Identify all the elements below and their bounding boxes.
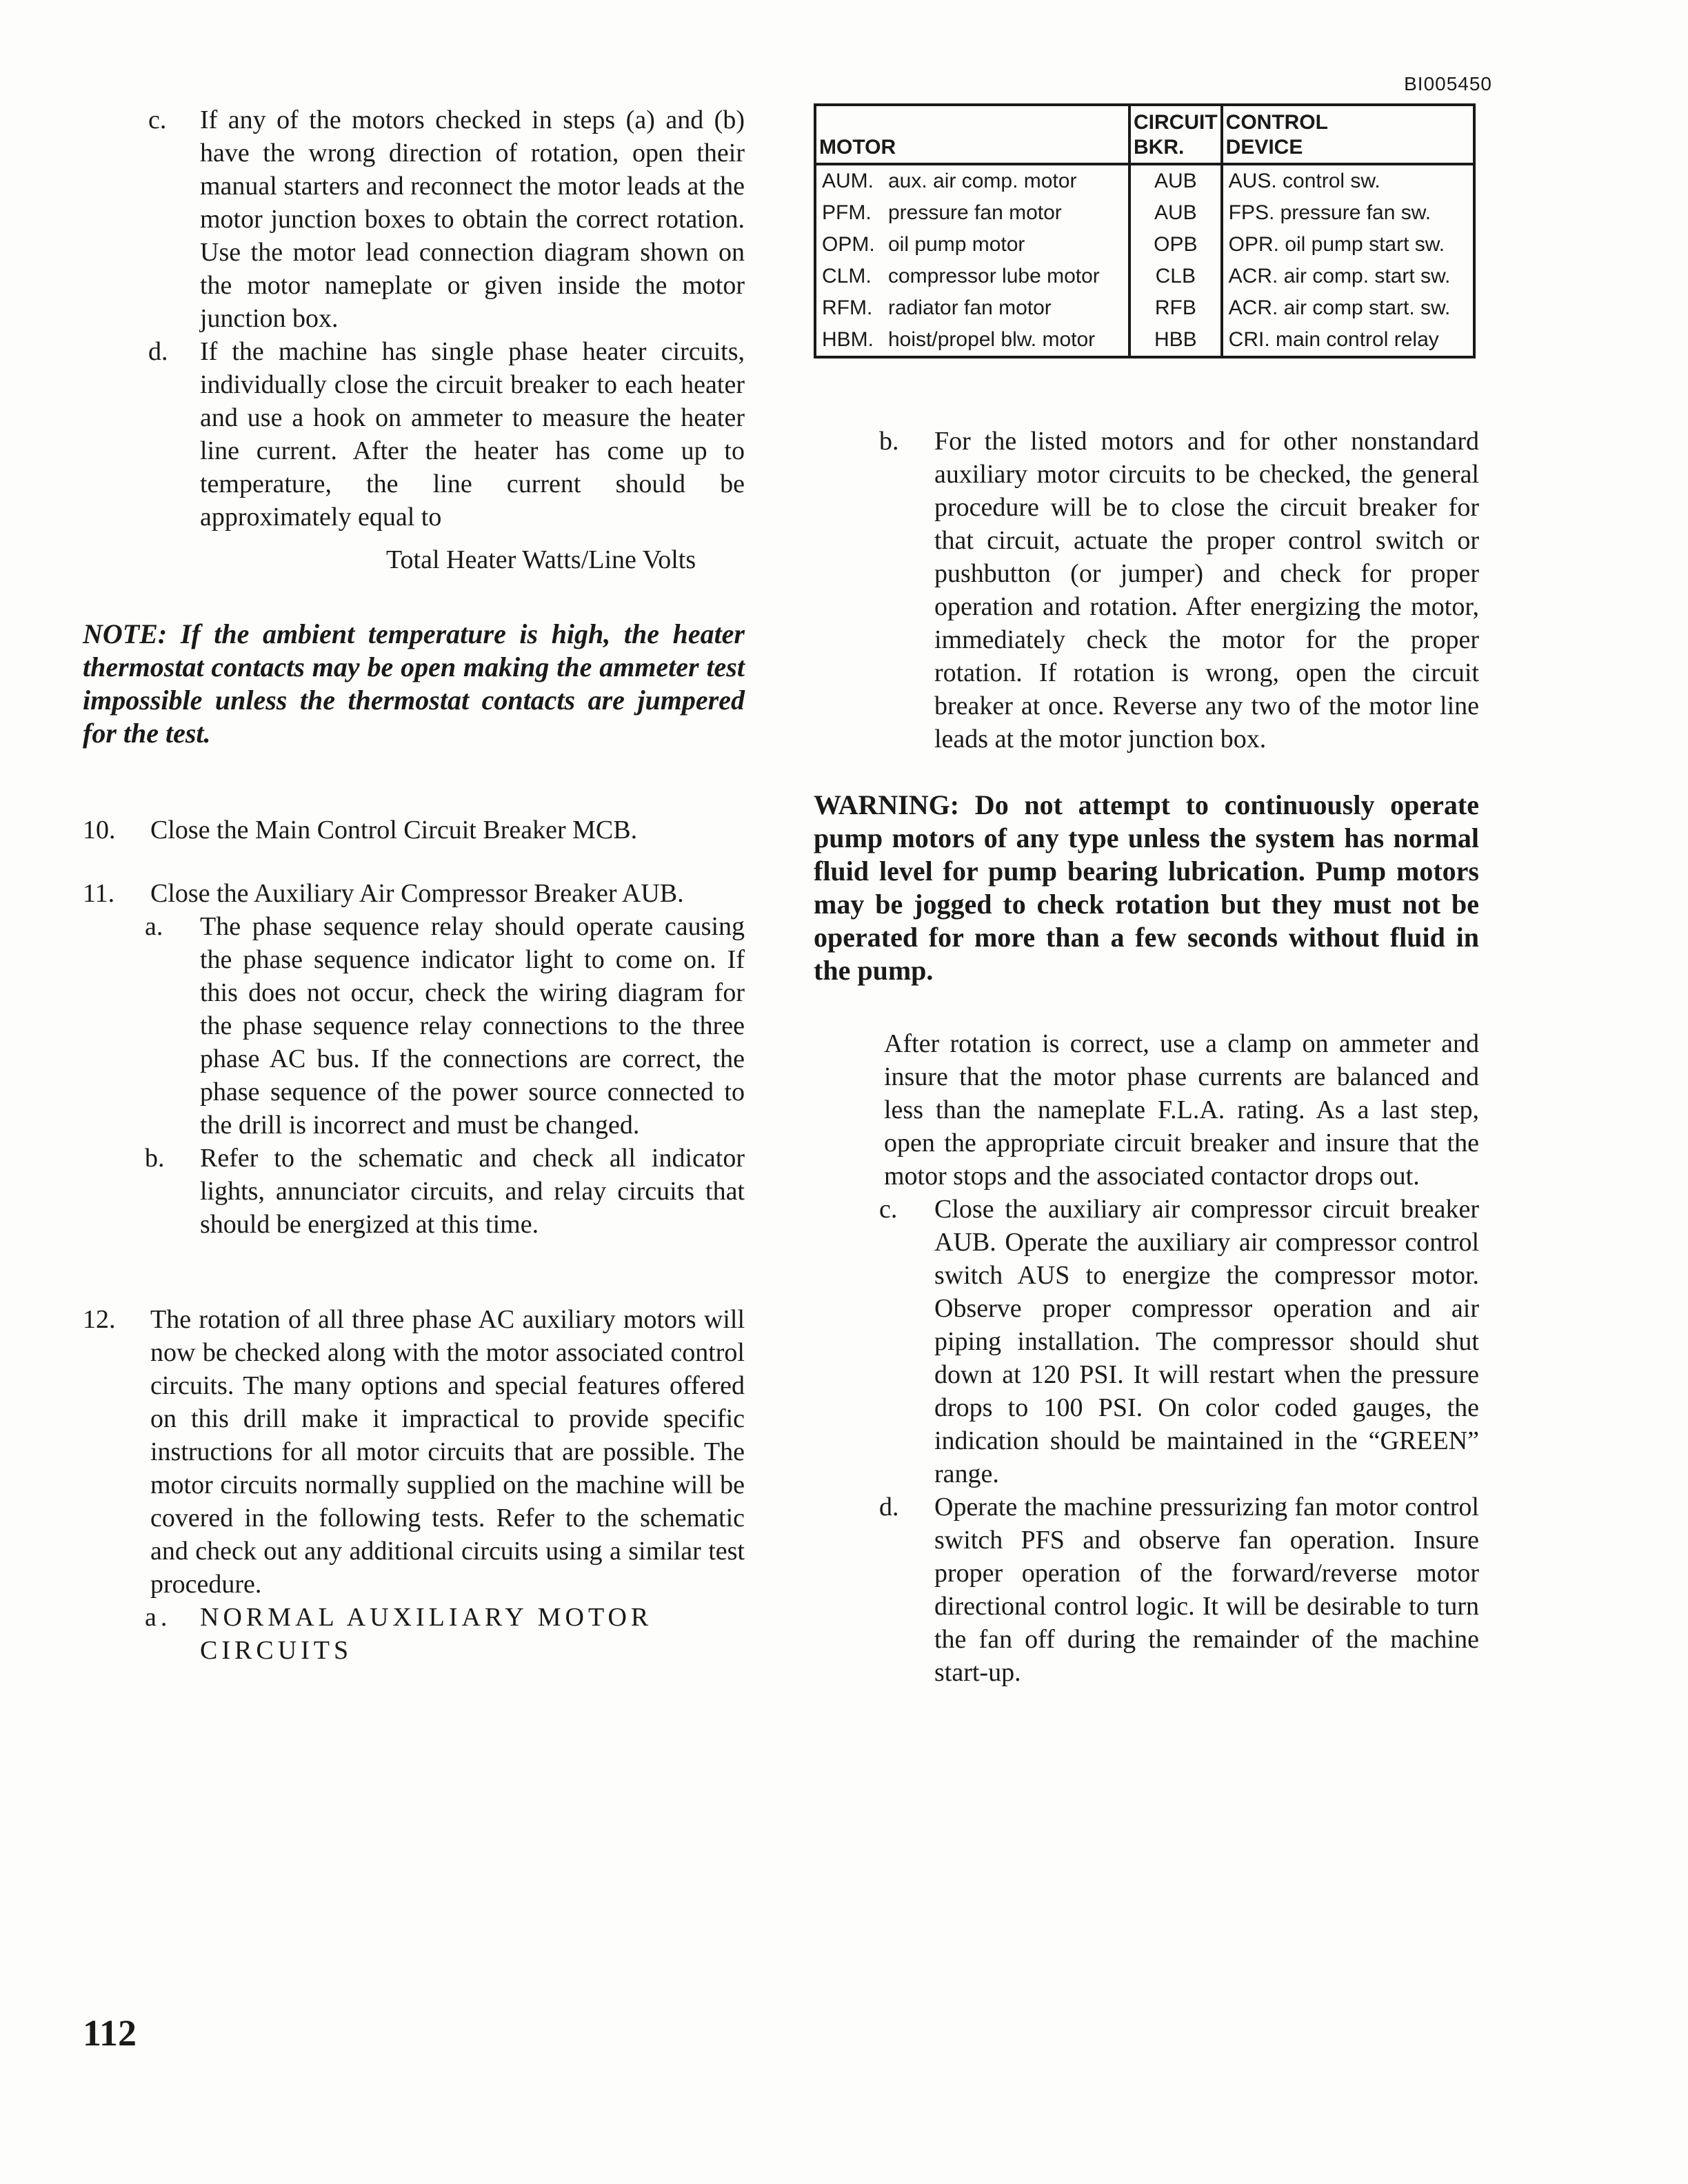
item-d-text: If the machine has single phase heater circuits, individually close the circuit breaker to each heater and use a hook on ammeter to measure the heater line current. After the heater has come up to temperature, the line current should be approximately equal to [200,337,745,532]
heater-formula: Total Heater Watts/Line Volts [386,545,696,574]
table-header-row [815,105,1474,164]
item-d-right-label: d. [879,1493,899,1521]
left-column [83,103,745,1667]
table-row [815,292,1474,324]
cell-device: ACR. air comp. start sw. [1222,261,1474,292]
page-number: 112 [83,2012,137,2054]
step-10-label: 10. [83,816,116,845]
cell-motor: radiator fan motor [888,296,1052,319]
item-b [814,425,1479,756]
step-12-text: The rotation of all three phase AC auxiliary motors will now be checked along with the motor associated control circuits. The many options and special features offered on this drill make it impractical to provide specific instructions for all motor circuits that are possible. The motor circuits normally supplied on the machine will be covered in the following tests. Refer to the schematic and check out any additional circuits using a similar test procedure. [150,1305,745,1599]
step-11a [145,910,745,1142]
step-10-text: Close the Main Control Circuit Breaker MCB. [150,816,638,845]
cell-motor: hoist/propel blw. motor [883,324,1129,357]
cell-breaker: AUB [1129,164,1222,197]
item-c-right-text: Close the auxiliary air compressor circuit breaker AUB. Operate the auxiliary air compressor control switch AUS to energize the compressor motor. Observe proper compressor operation and air piping installation. The compressor should shut down at 120 PSI. It will restart when the pressure drops to 100 PSI. On color coded gauges, the indication should be maintained in the “GREEN” range. [934,1195,1479,1488]
cell-motor: oil pump motor [888,233,1025,256]
item-b-text: For the listed motors and for other nonstandard auxiliary motor circuits to be checked, the general procedure will be to close the circuit breaker for that circuit, actuate the proper control switch or pushbutton (or jumper) and check for proper operation and rotation. After energizing the motor, immediately check the motor for the proper rotation. If rotation is wrong, open the circuit breaker at once. Reverse any two of the motor line leads at the motor junction box. [934,427,1479,754]
item-c-right [814,1193,1479,1490]
header-circuit-bkr: CIRCUIT BKR. [1129,105,1222,164]
cell-abbr: HBM. [815,324,883,357]
item-d-label: d. [148,337,168,366]
step-11-label: 11. [83,879,115,908]
right-column [814,103,1479,1689]
cell-abbr: AUM. [815,164,883,197]
ambient-temperature-note: NOTE: If the ambient temperature is high, the heater thermostat contacts may be open making the ammeter test impossible unless the thermostat contacts are jumpered for the test. [83,618,745,749]
warning-pump-motors: WARNING: Do not attempt to continuously operate pump motors of any type unless the system has normal fluid level for pump bearing lubrication. Pump motors may be jogged to check rotation but they must not be operated for more than a few seconds without fluid in the pump. [814,789,1479,986]
document-id: BI005450 [1404,73,1492,94]
item-c-right-label: c. [879,1195,898,1224]
cell-breaker: OPB [1129,229,1222,261]
cell-motor: pressure fan motor [888,201,1062,224]
step-10 [83,813,745,847]
table-row [815,197,1474,229]
cell-abbr: PFM. [815,197,883,229]
cell-breaker: CLB [1129,261,1222,292]
cell-device: ACR. air comp start. sw. [1222,292,1474,324]
step-12-label: 12. [83,1305,116,1334]
cell-device: FPS. pressure fan sw. [1222,197,1474,229]
item-c-label: c. [148,105,167,134]
motor-table-wrap [814,103,1479,358]
cell-breaker: RFB [1129,292,1222,324]
step-11a-label: a. [145,912,163,941]
step-12a [145,1601,745,1667]
table-row [815,324,1474,357]
item-d-right [814,1490,1479,1689]
cell-breaker: HBB [1129,324,1222,357]
item-c-text: If any of the motors checked in steps (a) and (b) have the wrong direction of rotation, open their manual starters and reconnect the motor leads at the motor junction boxes to obtain the correct rotation. Use the motor lead connection diagram shown on the motor nameplate or given inside the motor junction box. [200,105,745,333]
header-control-device: CONTROL DEVICE [1222,105,1474,164]
cell-abbr: CLM. [815,261,883,292]
after-rotation-paragraph: After rotation is correct, use a clamp on ammeter and insure that the motor phase currents are balanced and less than the nameplate F.L.A. rating. As a last step, open the appropriate circuit breaker and insure that the motor stops and the associated contactor drops out. [884,1029,1479,1191]
step-11b-text: Refer to the schematic and check all indicator lights, annunciator circuits, and relay circuits that should be energized at this time. [200,1144,745,1239]
cell-breaker: AUB [1129,197,1222,229]
table-row [815,164,1474,197]
cell-abbr: RFM. [815,292,883,324]
cell-device: OPR. oil pump start sw. [1222,229,1474,261]
cell-device: AUS. control sw. [1222,164,1474,197]
item-d-right-text: Operate the machine pressurizing fan motor control switch PFS and observe fan operation. Insure proper operation of the forward/reverse motor directional control logic. It will be desirable to turn the fan off during the remainder of the machine start-up. [934,1493,1479,1687]
step-11a-text: The phase sequence relay should operate causing the phase sequence indicator light to come on. If this does not occur, check the wiring diagram for the phase sequence relay connections to the three phase AC bus. If the connections are correct, the phase sequence of the power source connected to the drill is incorrect and must be changed. [200,912,745,1140]
item-b-label: b. [879,427,899,456]
step-11-text: Close the Auxiliary Air Compressor Breaker AUB. [150,879,684,908]
table-row [815,261,1474,292]
item-d [83,335,745,576]
step-11b [145,1142,745,1241]
step-11 [83,877,745,1241]
step-12a-label: a. [145,1603,172,1632]
cell-motor: aux. air comp. motor [888,170,1077,192]
step-12a-heading: NORMAL AUXILIARY MOTOR CIRCUITS [200,1603,653,1665]
motor-table [814,103,1476,358]
step-12 [83,1303,745,1667]
cell-device: CRI. main control relay [1222,324,1474,357]
cell-abbr: OPM. [815,229,883,261]
item-c [83,103,745,335]
step-11b-label: b. [145,1144,165,1173]
header-motor: MOTOR [815,105,1129,164]
cell-motor: compressor lube motor [888,265,1100,287]
table-row [815,229,1474,261]
